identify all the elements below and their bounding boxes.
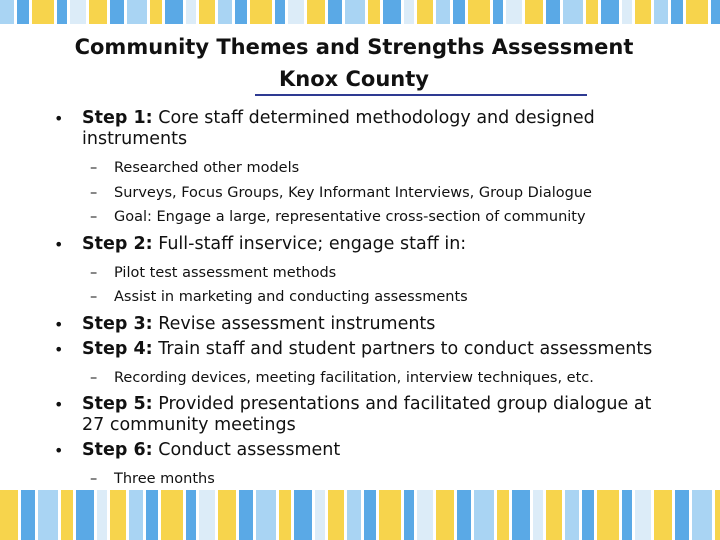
band-tile xyxy=(654,490,672,540)
band-tile xyxy=(97,490,107,540)
band-tile xyxy=(345,0,365,24)
band-tile xyxy=(61,490,73,540)
sub-item xyxy=(54,261,674,286)
band-tile xyxy=(622,0,632,24)
title-line-2: Knox County xyxy=(279,67,429,91)
band-tile xyxy=(468,0,490,24)
band-tile xyxy=(146,490,158,540)
band-tile xyxy=(417,490,433,540)
step-text: Full-staff inservice; engage staff in: xyxy=(158,233,467,254)
sub-item xyxy=(54,205,674,230)
band-tile xyxy=(383,0,401,24)
band-tile xyxy=(129,490,143,540)
title-line-1: Community Themes and Strengths Assessment xyxy=(74,35,634,59)
step-text: Revise assessment instruments xyxy=(158,313,436,334)
band-tile xyxy=(474,490,494,540)
band-tile xyxy=(186,0,196,24)
band-tile xyxy=(21,490,35,540)
dash-icon: – xyxy=(90,160,98,176)
band-tile xyxy=(563,0,583,24)
band-tile xyxy=(17,0,29,24)
step-label: Step 5: xyxy=(82,394,153,414)
dash-icon: – xyxy=(90,289,98,305)
top-decorative-band xyxy=(0,0,720,24)
step-text: Train staff and student partners to conduct assessments xyxy=(158,338,653,359)
sub-item-text: Researched other models xyxy=(114,160,300,176)
band-tile xyxy=(161,490,183,540)
band-tile xyxy=(711,0,720,24)
band-tile xyxy=(417,0,433,24)
band-tile xyxy=(250,0,272,24)
bullet-icon: • xyxy=(54,314,64,334)
sub-item-text: Three months xyxy=(114,471,215,487)
band-tile xyxy=(715,490,720,540)
bullet-icon: • xyxy=(54,109,64,128)
sub-item-text: Recording devices, meeting facilitation, interview techniques, etc. xyxy=(114,369,594,386)
band-tile xyxy=(199,0,215,24)
band-tile xyxy=(294,490,312,540)
step-2-subitems xyxy=(54,261,674,310)
dash-icon: – xyxy=(90,184,98,201)
bullet-icon: • xyxy=(54,395,64,414)
step-1 xyxy=(54,108,674,150)
band-tile xyxy=(506,0,522,24)
step-text: Conduct assessment xyxy=(158,440,341,460)
band-tile xyxy=(654,0,668,24)
sub-item xyxy=(54,285,674,310)
band-tile xyxy=(218,0,232,24)
band-tile xyxy=(76,490,94,540)
title-underline xyxy=(255,94,587,96)
band-tile xyxy=(582,490,594,540)
step-text: Provided presentations and facilitated group dialogue at 27 community meetings xyxy=(82,394,652,435)
bottom-decorative-band xyxy=(0,490,720,540)
step-4-subitems xyxy=(54,366,674,391)
sub-item-text: Pilot test assessment methods xyxy=(114,264,337,281)
slide-title xyxy=(0,31,708,95)
dash-icon: – xyxy=(90,471,98,487)
step-5 xyxy=(54,394,674,436)
band-tile xyxy=(89,0,107,24)
band-tile xyxy=(315,490,325,540)
band-tile xyxy=(601,0,619,24)
band-tile xyxy=(70,0,86,24)
band-tile xyxy=(671,0,683,24)
band-tile xyxy=(235,0,247,24)
band-tile xyxy=(199,490,215,540)
band-tile xyxy=(512,490,530,540)
dash-icon: – xyxy=(90,369,98,386)
sub-item xyxy=(54,467,674,492)
bullet-icon: • xyxy=(54,441,64,460)
step-1-subitems xyxy=(54,156,674,230)
step-label: Step 2: xyxy=(82,233,153,254)
sub-item-text: Assist in marketing and conducting assessments xyxy=(114,289,468,305)
band-tile xyxy=(239,490,253,540)
band-tile xyxy=(692,490,712,540)
dash-icon: – xyxy=(90,209,98,225)
band-tile xyxy=(328,0,342,24)
step-text: Core staff determined methodology and designed instruments xyxy=(82,108,595,149)
band-tile xyxy=(525,0,543,24)
band-tile xyxy=(457,490,471,540)
band-tile xyxy=(675,490,689,540)
band-tile xyxy=(404,490,414,540)
sub-item xyxy=(54,181,674,206)
band-tile xyxy=(368,0,380,24)
band-tile xyxy=(32,0,54,24)
band-tile xyxy=(347,490,361,540)
step-6-subitems xyxy=(54,467,674,492)
step-2 xyxy=(54,234,674,255)
band-tile xyxy=(635,0,651,24)
band-tile xyxy=(218,490,236,540)
band-tile xyxy=(453,0,465,24)
band-tile xyxy=(0,0,14,24)
band-tile xyxy=(364,490,376,540)
band-tile xyxy=(686,0,708,24)
sub-item-text: Goal: Engage a large, representative cross-section of community xyxy=(114,209,586,225)
band-tile xyxy=(288,0,304,24)
sub-item-text: Surveys, Focus Groups, Key Informant Interviews, Group Dialogue xyxy=(114,184,592,201)
step-3 xyxy=(54,314,674,335)
band-tile xyxy=(57,0,67,24)
band-tile xyxy=(546,0,560,24)
band-tile xyxy=(150,0,162,24)
sub-item xyxy=(54,156,674,181)
step-4 xyxy=(54,339,674,360)
band-tile xyxy=(404,0,414,24)
bullet-icon: • xyxy=(54,339,64,359)
band-tile xyxy=(0,490,18,540)
band-tile xyxy=(436,0,450,24)
band-tile xyxy=(379,490,401,540)
dash-icon: – xyxy=(90,264,98,281)
step-label: Step 4: xyxy=(82,338,153,359)
step-6 xyxy=(54,440,674,461)
band-tile xyxy=(328,490,344,540)
band-tile xyxy=(307,0,325,24)
band-tile xyxy=(110,490,126,540)
step-list xyxy=(54,104,674,496)
sub-item xyxy=(54,366,674,391)
band-tile xyxy=(110,0,124,24)
band-tile xyxy=(275,0,285,24)
band-tile xyxy=(38,490,58,540)
band-tile xyxy=(436,490,454,540)
step-label: Step 1: xyxy=(82,108,153,128)
band-tile xyxy=(165,0,183,24)
step-label: Step 6: xyxy=(82,440,153,460)
band-tile xyxy=(546,490,562,540)
step-label: Step 3: xyxy=(82,313,153,334)
band-tile xyxy=(186,490,196,540)
band-tile xyxy=(127,0,147,24)
band-tile xyxy=(565,490,579,540)
band-tile xyxy=(256,490,276,540)
band-tile xyxy=(635,490,651,540)
band-tile xyxy=(597,490,619,540)
band-tile xyxy=(586,0,598,24)
band-tile xyxy=(533,490,543,540)
band-tile xyxy=(279,490,291,540)
band-tile xyxy=(622,490,632,540)
band-tile xyxy=(493,0,503,24)
band-tile xyxy=(497,490,509,540)
bullet-icon: • xyxy=(54,234,64,254)
